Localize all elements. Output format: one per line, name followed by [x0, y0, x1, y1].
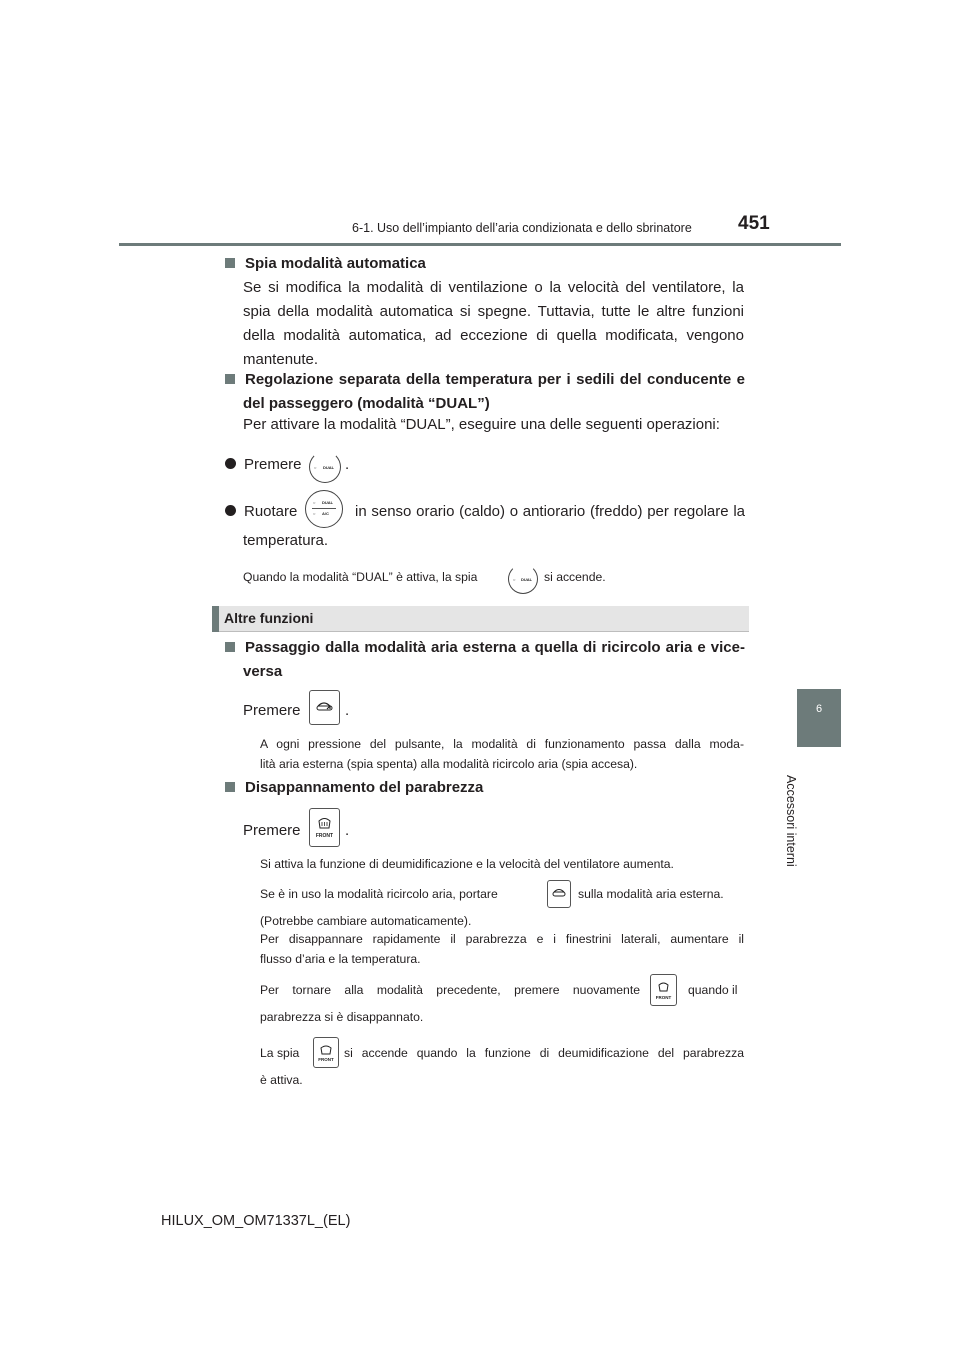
defog-press-end: . [345, 822, 350, 839]
recirculation-button-icon [309, 690, 340, 725]
square-bullet-icon [225, 642, 235, 652]
header-rule [119, 243, 841, 246]
chapter-title: Accessori interni [784, 775, 798, 867]
square-bullet-icon [225, 782, 235, 792]
dual-bullet-2-text: in senso orario (caldo) o antiorario (freddo) per regolare la [355, 503, 745, 520]
defog-press-text: Premere [243, 822, 301, 839]
heading-recirculation: Passaggio dalla modalità aria esterna a quella di ricircolo aria e vice- versa [225, 636, 745, 684]
defog-note-3: (Potrebbe cambiare automaticamente). [260, 914, 472, 928]
defog-note-5: Per tornare alla modalità precedente, premere nuovamente [260, 983, 640, 997]
heading-dual: Regolazione separata della temperatura per i sedili del conducente e del passeggero (modalità “DUAL”) [225, 368, 745, 416]
chapter-tab[interactable] [797, 689, 841, 747]
dual-bullet-1-end: . [345, 456, 350, 473]
document-code: HILUX_OM_OM71337L_(EL) [161, 1213, 351, 1229]
running-header: 6-1. Uso dell’impianto dell’aria condizionata e dello sbrinatore [352, 221, 692, 235]
bar-accent [212, 606, 219, 632]
auto-mode-text: Se si modifica la modalità di ventilazione o la velocità del ventilatore, la spia della modalità automatica si spegne. Tuttavia, tutte le altre funzioni della modalità automatica, ad eccezione di quella modificata, vengono mantenute. [243, 279, 744, 368]
recirc-press-end: . [345, 702, 350, 719]
defog-note-5-end: quando il [688, 983, 738, 997]
square-bullet-icon [225, 374, 235, 384]
dual-intro: Per attivare la modalità “DUAL”, eseguire una delle seguenti operazioni: [243, 416, 720, 433]
dual-bullet-2-text-l2: temperatura. [243, 532, 329, 549]
round-bullet-icon [225, 458, 236, 469]
front-defog-indicator-icon [313, 1037, 339, 1068]
heading-auto-mode: Spia modalità automatica [225, 252, 426, 276]
front-defog-button-icon [309, 808, 340, 847]
defog-note-2-end: sulla modalità aria esterna. [578, 887, 724, 901]
defog-note-6: La spia [260, 1046, 300, 1060]
round-bullet-icon [225, 505, 236, 516]
defog-note-2: Se è in uso la modalità ricircolo aria, portare [260, 887, 498, 901]
dual-bullet-2: Ruotare [225, 500, 297, 524]
defog-note-5-l2: parabrezza si è disappannato. [260, 1010, 424, 1024]
svg-text:FRONT: FRONT [315, 833, 334, 839]
defog-note-4: Per disappannare rapidamente il parabrezza e i finestrini laterali, aumentare il flusso d’aria e la temperatura. [260, 932, 744, 966]
dual-note: Quando la modalità “DUAL” è attiva, la spia [243, 570, 478, 584]
chapter-side-title [770, 775, 830, 875]
section-title: Altre funzioni [224, 610, 314, 626]
dual-button-icon: ○ DUAL [309, 451, 341, 483]
recirc-note: A ogni pressione del pulsante, la modalità di funzionamento passa dalla moda- lità aria esterna (spia spenta) alla modalità ricircolo aria (spia accesa). [260, 737, 744, 771]
recirc-press-text: Premere [243, 702, 301, 719]
defog-note-6-end: si accende quando la funzione di deumidificazione del parabrezza [344, 1046, 744, 1060]
dual-note-end: si accende. [544, 570, 606, 584]
defog-note-1: Si attiva la funzione di deumidificazione e la velocità del ventilatore aumenta. [260, 857, 674, 871]
temperature-knob-icon: ○ DUAL ○ A/C [305, 490, 343, 528]
dual-bullet-1: Premere [225, 453, 302, 477]
svg-text:FRONT: FRONT [318, 1057, 334, 1062]
chapter-number: 6 [815, 703, 823, 715]
square-bullet-icon [225, 258, 235, 268]
section-bar-other-functions [212, 606, 749, 632]
page-number: 451 [738, 213, 770, 234]
dual-indicator-icon: ○ DUAL [508, 564, 538, 594]
svg-text:FRONT: FRONT [655, 995, 672, 1000]
defog-note-6-l2: è attiva. [260, 1073, 303, 1087]
recirculation-button-icon [547, 880, 571, 908]
heading-defog: Disappannamento del parabrezza [225, 776, 483, 800]
front-defog-button-icon [650, 974, 677, 1006]
